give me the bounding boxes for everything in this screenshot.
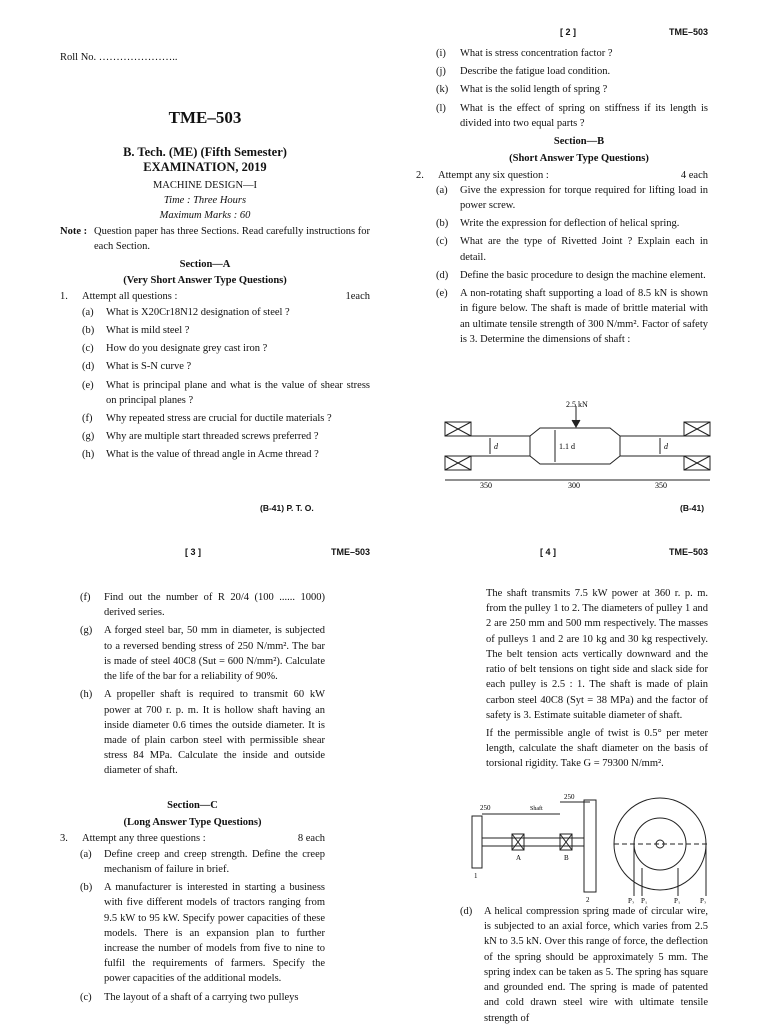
page-footer: (B-41) P. T. O. <box>260 503 314 513</box>
list-item <box>436 234 708 264</box>
question-number: 1. <box>60 291 68 303</box>
item-label: (j) <box>436 66 446 78</box>
item-text: Why repeated stress are crucial for ductile materials ? <box>106 412 332 424</box>
paper-code: TME–503 <box>668 547 708 557</box>
item-text: A propeller shaft is required to transmit 60 kW power at 700 r. p. m. It is hollow shaft having an inside diameter 0.6 times the outside diameter. It is made of plain carbon steel with permissible shear stress 84 MPa. Calculate the inside and outside diameter of shaft. <box>104 689 325 777</box>
list-item <box>82 429 370 444</box>
item-text: Give the expression for torque required for lifting load in power screw. <box>460 184 708 211</box>
subject-title: MACHINE DESIGN—I <box>152 179 258 191</box>
item-label: (e) <box>82 379 94 391</box>
list-item <box>436 101 708 131</box>
item-text: What is S-N curve ? <box>106 361 192 373</box>
list-item <box>82 378 370 408</box>
note-label: Note : <box>60 225 88 237</box>
bearing-label: A <box>516 854 522 862</box>
item-text: Write the expression for deflection of helical spring. <box>460 218 680 230</box>
list-item <box>436 82 708 97</box>
list-item <box>436 286 708 347</box>
list-item <box>80 623 325 684</box>
list-item <box>436 268 708 283</box>
tension-label: P₂ <box>700 897 707 904</box>
list-item <box>82 323 370 338</box>
diameter-label: 1.1 d <box>559 442 575 451</box>
item-text: Why are multiple start threaded screws preferred ? <box>106 431 319 443</box>
item-label: (a) <box>80 848 92 860</box>
question-number: 2. <box>416 169 424 181</box>
load-label: 2.5 kN <box>566 400 588 409</box>
stepped-shaft-figure <box>440 400 740 490</box>
item-text: What is principal plane and what is the value of shear stress on principal planes ? <box>106 379 370 406</box>
section-c-subtitle: (Long Answer Type Questions) <box>123 817 262 829</box>
section-b-title: Section—B <box>553 136 605 148</box>
item-text: Define creep and creep strength. Define the creep mechanism of failure in brief. <box>104 848 325 875</box>
question-instruction: Attempt any six question : <box>438 169 549 181</box>
page-2 <box>416 0 760 520</box>
list-item <box>80 687 325 778</box>
item-label: (g) <box>80 625 93 637</box>
item-text: What is the solid length of spring ? <box>460 84 608 96</box>
item-label: (b) <box>82 324 95 336</box>
list-item <box>436 46 708 61</box>
item-label: (d) <box>436 269 449 281</box>
item-text: A non-rotating shaft supporting a load of 8.5 kN is shown in figure below. The shaft is made of brittle material with an ultimate tensile strength of 300 N/mm². Factor of safety is 3. Determine the dimensions of shaft : <box>460 288 708 345</box>
page-number: [ 4 ] <box>540 547 557 557</box>
item-label: (g) <box>82 431 95 443</box>
exam-time: Time : Three Hours <box>163 195 247 207</box>
item-label: (a) <box>436 184 448 196</box>
pulley-1 <box>472 816 482 868</box>
item-label: (b) <box>436 218 449 230</box>
item-label: (f) <box>80 592 91 603</box>
item-label: (d) <box>460 906 473 917</box>
item-label: (c) <box>82 343 94 355</box>
item-label: (a) <box>82 306 94 318</box>
page-4 <box>430 520 760 1024</box>
length-label: 300 <box>568 481 580 490</box>
page-footer: (B-41) <box>680 503 705 513</box>
page-3 <box>40 520 370 1024</box>
section-a-title: Section—A <box>179 258 231 270</box>
tension-label: P₁ <box>641 897 648 904</box>
question-2-list <box>436 183 708 347</box>
question-paragraph: If the permissible angle of twist is 0.5° per meter length, calculate the shaft diameter on the basis of torsional rigidity. Take G = 79300 N/mm². <box>486 727 708 770</box>
page-1 <box>40 0 370 520</box>
item-text: What is the effect of spring on stiffness if its length is divided into two equal parts ? <box>460 102 708 129</box>
question-1-header <box>60 289 370 304</box>
question-marks: 4 each <box>680 169 708 181</box>
item-label: (h) <box>80 689 93 701</box>
note-text: Question paper has three Sections. Read carefully instructions for each Section. <box>94 225 370 252</box>
note <box>60 224 370 254</box>
item-label: (e) <box>436 288 448 300</box>
section-c-title: Section—C <box>167 800 218 811</box>
item-label: (l) <box>436 102 446 114</box>
question-2-header <box>416 168 708 183</box>
exam-title: EXAMINATION, 2019 <box>143 160 267 175</box>
pulley-shaft-figure <box>464 792 714 904</box>
item-text: Find out the number of R 20/4 (100 ...... 1000) derived series. <box>104 592 325 619</box>
pulley-2 <box>584 800 596 892</box>
question-marks: 1each <box>345 291 370 303</box>
question-instruction: Attempt all questions : <box>82 291 178 303</box>
item-label: (h) <box>82 449 95 461</box>
diameter-label: d <box>664 442 668 451</box>
section-b-subtitle: (Short Answer Type Questions) <box>509 153 649 165</box>
length-label: 350 <box>655 481 667 490</box>
length-label: 350 <box>480 481 492 490</box>
question-3-list <box>80 847 325 1005</box>
max-marks: Maximum Marks : 60 <box>159 210 251 222</box>
dimension-label: 250 <box>480 804 491 812</box>
item-label: (c) <box>436 236 448 248</box>
list-item <box>80 847 325 877</box>
item-label: (i) <box>436 48 446 59</box>
list-item <box>80 590 325 620</box>
list-item <box>82 359 370 374</box>
question-marks: 8 each <box>297 833 325 845</box>
paper-code: TME–503 <box>330 547 370 557</box>
roll-number: Roll No. ………………….. <box>60 52 178 63</box>
bearing-label: B <box>564 854 569 862</box>
diameter-label: d <box>494 442 498 451</box>
list-item <box>80 990 325 1005</box>
section-a-subtitle: (Very Short Answer Type Questions) <box>123 275 287 287</box>
tension-label: P₂ <box>628 897 635 904</box>
question-paragraph: The shaft transmits 7.5 kW power at 360 r. p. m. from the pulley 1 to 2. The diameters of pulley 1 and 2 are 250 mm and 500 mm respectively. The masses of pulleys 1 and 2 are 10 kg and 30 kg respectively. The belt tension acts vertically downward and the ratio of belt tensions on tight side and slack side for each pulley is 2.5 : 1. The shaft is made of plain carbon steel 40C8 (Syt = 38 MPa) and the factor of safety is 3. Estimate suitable diameter of shaft. <box>486 588 709 721</box>
pulley-2-side-view <box>614 798 706 890</box>
item-text: A helical compression spring made of circular wire, is subjected to an axial force, which varies from 2.5 kN to 3.5 kN. Over this range of force, the deflection of the spring should be approximately 5 mm. The spring index can be taken as 5. The spring has square and grounded end. The spring is made of patented and cold drawn steel wire with ultimate tensile strength of <box>484 906 708 1024</box>
question-1-list <box>82 305 370 463</box>
list-item <box>460 904 708 1026</box>
list-item <box>82 341 370 356</box>
question-1-continued <box>436 46 708 131</box>
item-text: What is X20Cr18N12 designation of steel ? <box>106 306 290 318</box>
list-item <box>436 183 708 213</box>
item-label: (b) <box>80 882 93 894</box>
item-text: What is the value of thread angle in Acme thread ? <box>106 449 319 461</box>
item-label: (c) <box>80 991 92 1003</box>
degree-title: B. Tech. (ME) (Fifth Semester) <box>123 144 287 159</box>
list-item <box>436 64 708 79</box>
item-text: Describe the fatigue load condition. <box>460 66 611 78</box>
shaft-outline <box>445 428 710 464</box>
pulley-label: 2 <box>586 896 590 904</box>
dimension-label: 250 <box>564 793 575 801</box>
item-text: What are the type of Rivetted Joint ? Explain each in detail. <box>460 236 708 263</box>
page-number: [ 3 ] <box>185 547 202 557</box>
list-item <box>436 216 708 231</box>
item-text: A manufacturer is interested in starting a business with five different models of tractors ranging from 9.5 kW to 95 kW. Specify power capacities of these models. There is an expansion plan to further increase the number of models from five to nine to fulfil the requirements of farmers. Specify the power capacities of the additional models. <box>104 882 325 985</box>
item-label: (f) <box>82 412 93 424</box>
paper-code: TME–503 <box>168 108 242 127</box>
list-item <box>80 880 325 987</box>
shaft-label: Shaft <box>530 806 543 812</box>
tension-label: P₁ <box>674 897 681 904</box>
item-label: (d) <box>82 361 95 373</box>
item-text: A forged steel bar, 50 mm in diameter, is subjected to a reversed bending stress of 250 N/mm². The bar is made of steel 40C8 (Sut = 600 N/mm²). Calculate the life of the bar for a reliability of 90%. <box>104 625 325 683</box>
item-text: The layout of a shaft of a carrying two pulleys <box>104 991 299 1003</box>
paper-code: TME–503 <box>668 27 708 37</box>
page-number: [ 2 ] <box>560 27 577 37</box>
item-text: Define the basic procedure to design the machine element. <box>460 269 706 281</box>
list-item <box>82 447 370 462</box>
question-3-header <box>60 831 325 846</box>
item-text: How do you designate grey cast iron ? <box>106 343 268 355</box>
item-text: What is mild steel ? <box>106 324 190 336</box>
item-label: (k) <box>436 84 449 96</box>
question-number: 3. <box>60 833 68 845</box>
item-text: What is stress concentration factor ? <box>460 48 613 59</box>
list-item <box>82 305 370 320</box>
list-item <box>82 411 370 426</box>
pulley-label: 1 <box>474 872 478 880</box>
question-instruction: Attempt any three questions : <box>82 833 206 845</box>
